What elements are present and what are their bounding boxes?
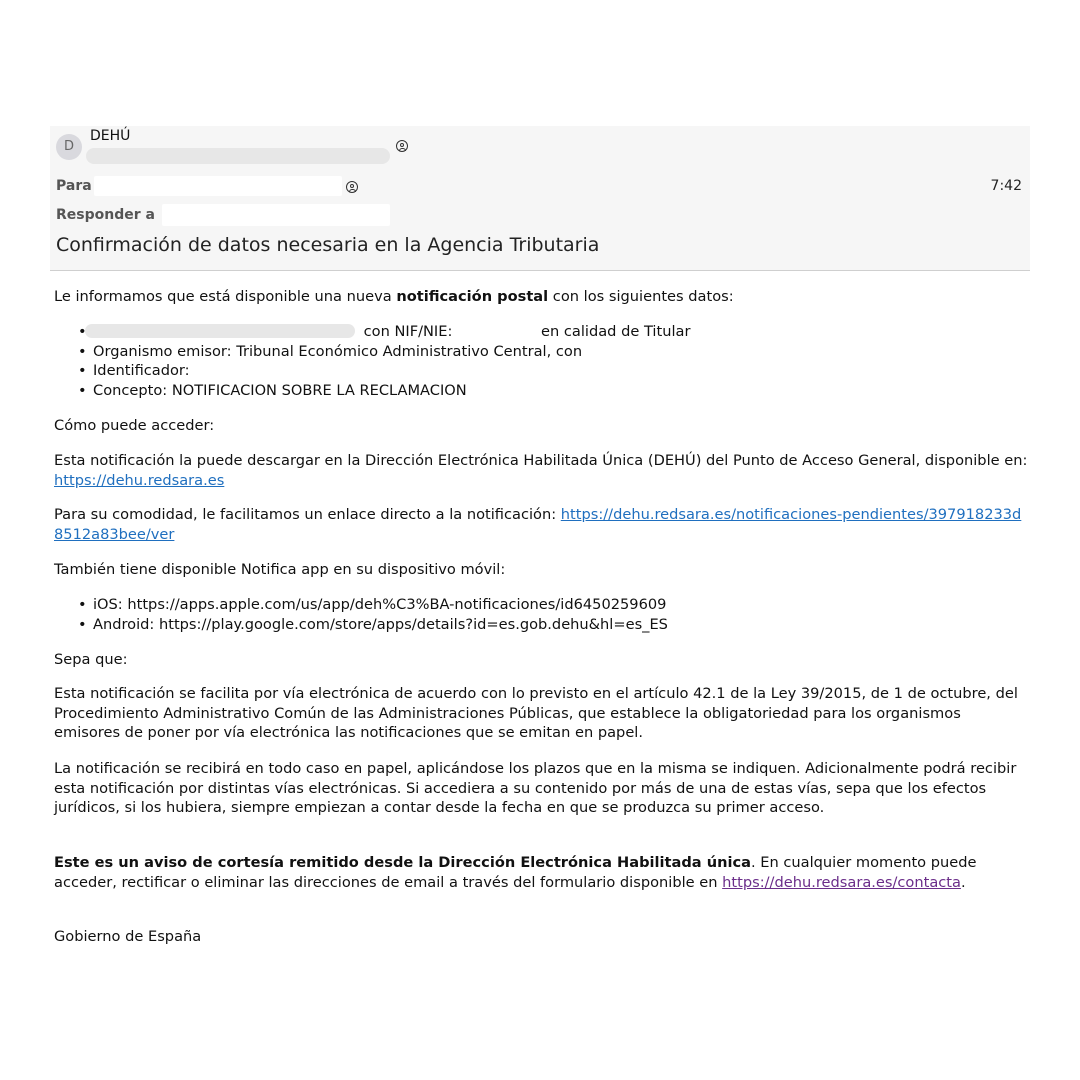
android-app-text: Android: https://play.google.com/store/apps/details?id=es.gob.dehu&hl=es_ES: [93, 615, 668, 633]
sender-name[interactable]: DEHÚ: [90, 128, 131, 144]
identificador-text: Identificador:: [93, 362, 190, 380]
legal-paragraph-1: Esta notificación se facilita por vía electrónica de acuerdo con lo previsto en el artículo 42.1 de la Ley 39/2015, de 1 de octubre, del Procedimiento Administrativo Común de las Administraciones Públicas, que establece la obligatoriedad para los organismos emisores de poner por vía electrónica las notificaciones que se emitan en papel.: [54, 685, 1018, 742]
dehu-link[interactable]: https://dehu.redsara.es: [54, 471, 225, 489]
organismo-text: Organismo emisor: Tribunal Económico Administrativo Central, con: [93, 342, 583, 360]
list-item: [78, 361, 690, 381]
redacted-recipient: [94, 176, 342, 196]
redacted-sender-email: [86, 148, 390, 164]
intro-bold: notificación postal: [396, 288, 549, 305]
contact-link[interactable]: https://dehu.redsara.es/contacta: [722, 873, 961, 891]
list-item: [78, 342, 690, 362]
list-item: [78, 615, 668, 635]
email-header: [50, 126, 1030, 271]
legal-paragraph-2: La notificación se recibirá en todo caso en papel, aplicándose los plazos que en la misma se indiquen. Adicionalmente podrá recibir esta notificación por distintas vías electrónicas. Si accediera a su contenido por más de una de estas vías, sepa que los efectos jurídicos, si los hubiera, siempre empiezan a contar desde la fecha en que se produzca su primer acceso.: [54, 760, 1017, 817]
list-item: [78, 381, 690, 401]
received-time: 7:42: [990, 178, 1022, 194]
recipient-contact-icon[interactable]: [346, 181, 358, 193]
know-heading: Sepa que:: [54, 651, 128, 668]
download-text: Esta notificación la puede descargar en la Dirección Electrónica Habilitada Única (DEHÚ) del Punto de Acceso General, disponible en:: [54, 452, 1028, 469]
apps-list: [78, 595, 668, 634]
app-paragraph: También tiene disponible Notifica app en su dispositivo móvil:: [54, 561, 506, 578]
notification-details-list: [78, 322, 690, 400]
to-label: Para: [56, 178, 92, 194]
sender-avatar[interactable]: D: [56, 134, 82, 160]
intro-paragraph: [54, 287, 1030, 307]
courtesy-bold: Este es un aviso de cortesía remitido desde la Dirección Electrónica Habilitada única: [54, 854, 752, 871]
list-item: [78, 595, 668, 615]
redacted-titular-name: [85, 324, 355, 338]
concepto-text: Concepto: NOTIFICACION SOBRE LA RECLAMACION: [93, 381, 467, 399]
signature: Gobierno de España: [54, 928, 202, 945]
intro-text: Le informamos que está disponible una nueva: [54, 288, 397, 305]
direct-text: Para su comodidad, le facilitamos un enlace directo a la notificación:: [54, 506, 561, 523]
add-contact-icon[interactable]: [396, 140, 408, 152]
courtesy-paragraph: [54, 853, 1030, 892]
email-subject: Confirmación de datos necesaria en la Agencia Tributaria: [56, 234, 600, 256]
courtesy-end: .: [960, 873, 966, 891]
download-paragraph: [54, 451, 1030, 490]
nif-label: con NIF/NIE:: [363, 323, 453, 340]
ios-app-text: iOS: https://apps.apple.com/us/app/deh%C3%BA-notificaciones/id6450259609: [93, 596, 667, 613]
direct-notification-link[interactable]: https://dehu.redsara.es/notificaciones-pendientes/397918233d8512a83bee/ver: [54, 506, 1022, 543]
redacted-reply-to: [162, 204, 390, 226]
titular-role: en calidad de Titular: [541, 323, 691, 340]
reply-to-label: Responder a: [56, 207, 155, 223]
list-item: [78, 322, 690, 342]
intro-text-end: con los siguientes datos:: [548, 288, 734, 305]
courtesy-text: . En cualquier momento puede acceder, rectificar o eliminar las direcciones de email a través del formulario disponible en: [54, 854, 977, 891]
direct-link-paragraph: [54, 505, 1030, 544]
how-access-heading: Cómo puede acceder:: [54, 417, 215, 434]
